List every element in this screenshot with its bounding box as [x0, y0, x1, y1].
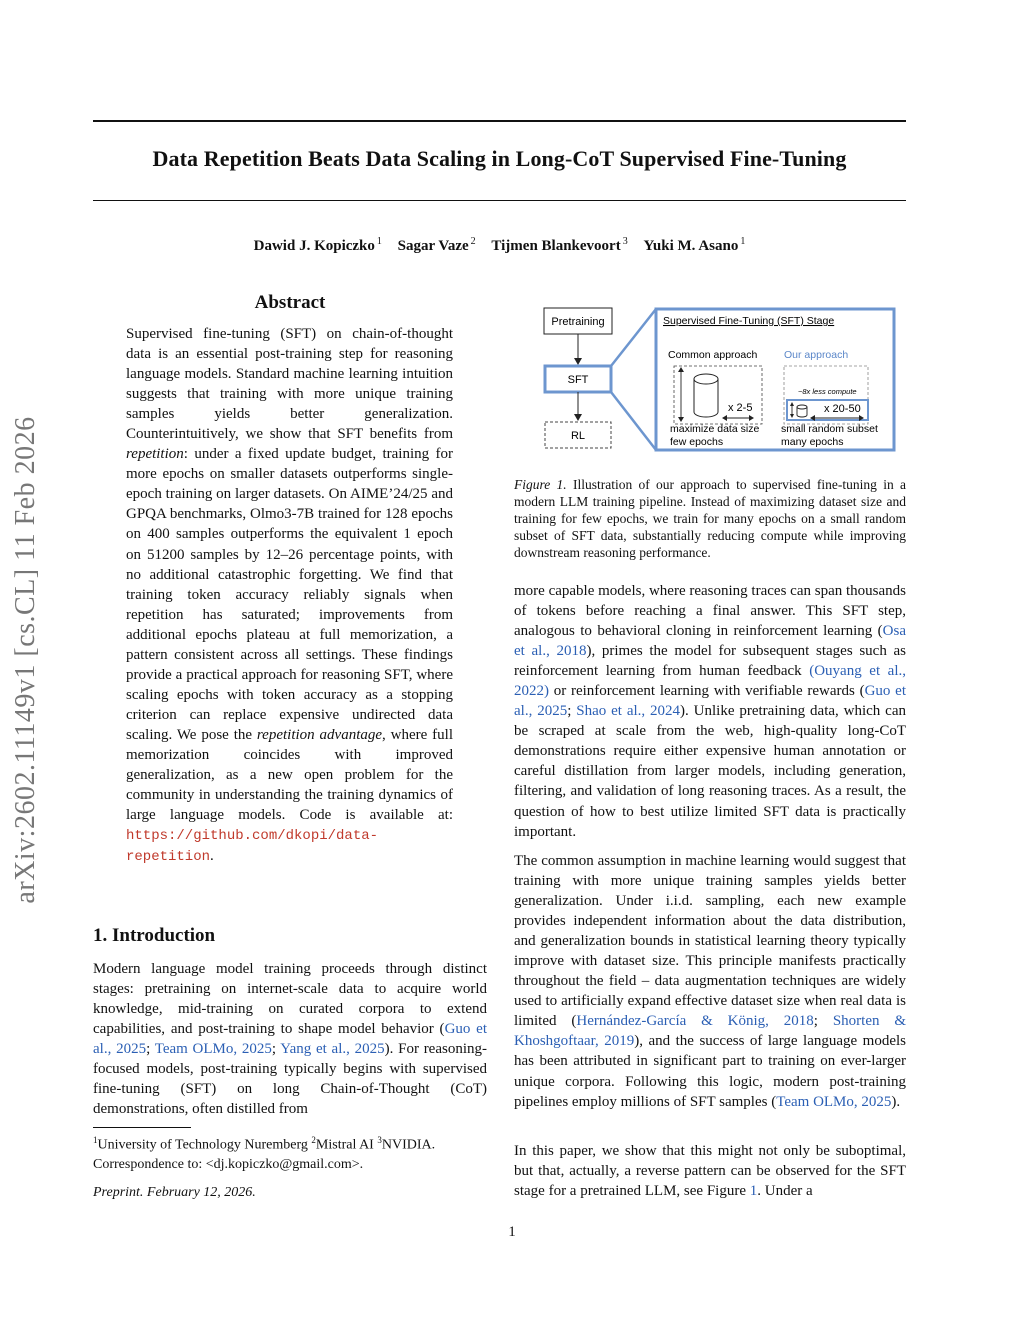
citation-link[interactable]: Shorten & Khoshgoftaar, 2019 — [514, 1013, 906, 1050]
intro-paragraph-2: more capable models, where reasoning traces can span thousands of tokens before reaching a final answer. This SFT step, analogous to behavioral cloning in reinforcement learning (Osa et al., 2018), primes the model for subsequent stages such as reinforcement learning from human feedback (Ouyang et al., 2022) or reinforcement learning with verifiable rewards (Guo et al., 2025; Shao et al., 2024). Unlike pretraining data, which can be scraped at scale from the web, high-quality long-CoT demonstrations require either expensive human annotation or careful distillation from larger models, including generation, filtering, and validation of long reasoning traces. As a result, the question of how to best utilize limited SFT data is practically important. — [514, 583, 907, 840]
author-list — [93, 236, 906, 255]
citation-link[interactable]: (Ouyang et al., 2022) — [514, 663, 907, 700]
pretraining-label: Pretraining — [551, 316, 605, 328]
paper-title: Data Repetition Beats Data Scaling in Long-CoT Supervised Fine-Tuning — [152, 146, 847, 171]
database-icon-top — [694, 374, 718, 384]
figure-1-diagram — [540, 302, 900, 462]
intro-paragraph-1: Modern language model training proceeds through distinct stages: pretraining on internet-scale data to acquire world knowledge, mid-training on curated corpora to extend capabilities, and post-training to shape model behavior (Guo et al., 2025; Team OLMo, 2025; Yang et al., 2025). For reasoning-focused models, post-training typically begins with supervised fine-tuning (SFT) on long Chain-of-Thought (CoT) demonstrations, often distilled from — [93, 961, 487, 1118]
sft-label: SFT — [567, 374, 589, 386]
zoom-line-top — [611, 309, 656, 366]
correspondence: Correspondence to: <dj.kopiczko@gmail.com>. — [93, 1156, 364, 1172]
figure-reference-link[interactable]: 1 — [749, 1183, 758, 1200]
common-approach-label: Common approach — [668, 349, 758, 361]
citation-link[interactable]: Shao et al., 2024 — [576, 703, 681, 720]
citation-link[interactable]: Yang et al., 2025 — [280, 1041, 385, 1058]
ours-line-1: small random subset — [781, 423, 878, 435]
zoom-line-bottom — [611, 392, 656, 450]
common-line-1: maximize data size — [670, 423, 760, 435]
citation-link[interactable]: Guo et al., 2025 — [93, 1021, 487, 1058]
abstract-text: Supervised fine-tuning (SFT) on chain-of-thought data is an essential post-training step for reasoning language models. Standard machine learning intuition suggests that training with more unique training samples yields better generalization. Counterintuitively, we show that SFT benefits from repetition: under a fixed update budget, training for more epochs on smaller datasets outperforms single-epoch training on larger datasets. On AIME’24/25 and GPQA benchmarks, Olmo3-7B trained for 128 epochs on 400 samples outperforms the equivalent 1 epoch on 51200 samples by 12–26 percentage points, with no additional catastrophic forgetting. We find that training token accuracy reliably signals when repetition has saturated; improvements from additional epochs plateau at full memorization, a pattern consistent across all settings. These findings provide a practical approach for reasoning SFT, where scaling epochs with token accuracy as a stopping criterion can replace expensive undirected data scaling. We pose the repetition advantage, where full memorization coincides with improved generalization, as a new open problem for the community in understanding the training dynamics of large language models. Code is available at: https://github.com/dkopi/data-repetition. — [126, 326, 453, 866]
code-link[interactable]: https://github.com/dkopi/data-repetition — [126, 828, 379, 866]
title-top-rule — [93, 120, 906, 122]
arrow-head-2 — [574, 414, 582, 421]
common-multiplier: x 2-5 — [728, 402, 753, 414]
less-compute-label: ~8x less compute — [798, 387, 857, 396]
arrow-head-1 — [574, 358, 582, 365]
citation-link[interactable]: Hernández-García & König, 2018 — [576, 1013, 814, 1030]
introduction-heading: 1. Introduction — [93, 925, 216, 946]
ours-multiplier: x 20-50 — [824, 403, 861, 415]
small-database-icon-top — [797, 405, 807, 409]
abstract-heading: Abstract — [254, 292, 326, 313]
arxiv-id: arXiv:2602.11149v1 [cs.CL] 11 Feb 2026 — [10, 416, 41, 904]
author-3: Tijmen Blankevoort $^3$ — [491, 236, 628, 254]
footnote-rule — [93, 1127, 191, 1128]
intro-paragraph-3: The common assumption in machine learning would suggest that training with more unique training samples yields better generalization. Under i.i.d. sampling, each new example provides independent information about the data distribution, and generalization bounds in statistical learning theory typically improve with dataset size. This principle manifests practically throughout the field – data augmentation techniques are widely used to artificially expand effective dataset size when real data is limited (Hernández-García & König, 2018; Shorten & Khoshgoftaar, 2019), and the success of large language models has been attributed in significant part to training on ever-larger unique corpora. Following this logic, modern post-training pipelines employ millions of SFT samples (Team OLMo, 2025). — [514, 853, 907, 1110]
ours-line-2: many epochs — [781, 436, 844, 448]
common-line-2: few epochs — [670, 436, 724, 448]
figure-1-caption: Figure 1. Illustration of our approach to supervised fine-tuning in a modern LLM training pipeline. Instead of maximizing dataset size and training for few epochs, we train for many epochs on a small random subset of SFT data, substantially reducing compute while improving downstream reasoning performance. — [514, 477, 906, 560]
intro-paragraph-4: In this paper, we show that this might not only be suboptimal, but that, actually, a reverse pattern can be observed for the SFT stage for a pretrained LLM, see Figure 1. Under a — [514, 1143, 906, 1200]
stage-title: Supervised Fine-Tuning (SFT) Stage — [663, 315, 835, 327]
affiliations-footnote: $^1$University of Technology Nuremberg $^2$Mistral AI $^3$NVIDIA. Correspondence to: <dj.kopiczko@gmail.com>. — [93, 1131, 493, 1174]
citation-link[interactable]: Team OLMo, 2025 — [776, 1093, 892, 1110]
our-approach-label: Our approach — [784, 349, 849, 361]
citation-link[interactable]: Guo et al., 2025 — [514, 683, 906, 720]
preprint-date: Preprint. February 12, 2026. — [93, 1185, 256, 1200]
page-number: 1 — [508, 1224, 516, 1240]
author-1: Dawid J. Kopiczko $^1$ — [253, 236, 382, 254]
title-bottom-rule — [93, 200, 906, 201]
author-2: Sagar Vaze $^2$ — [397, 236, 476, 254]
citation-link[interactable]: Osa et al., 2018 — [514, 623, 906, 660]
rl-label: RL — [570, 430, 586, 442]
author-4: Yuki M. Asano $^1$ — [643, 236, 746, 254]
citation-link[interactable]: Team OLMo, 2025 — [154, 1041, 272, 1058]
